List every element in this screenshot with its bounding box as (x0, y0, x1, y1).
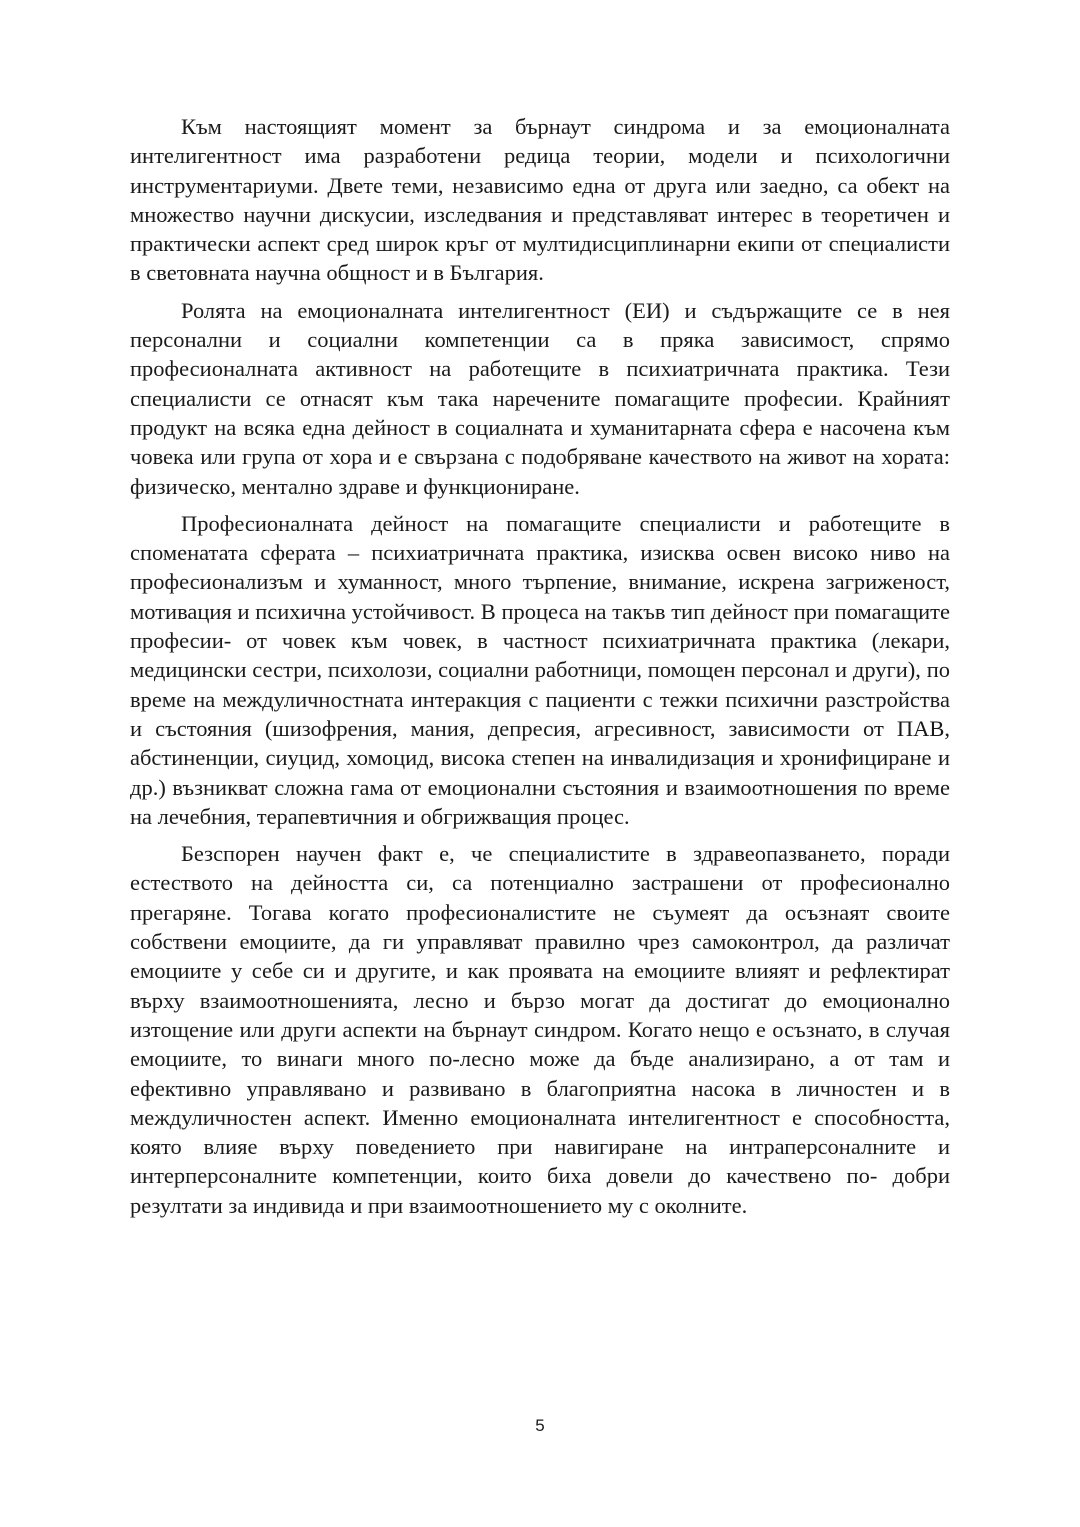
page-number: 5 (535, 1416, 545, 1435)
paragraph-4: Безспорен научен факт е, че специалистите в здравеопазването, поради естеството на дейността си, са потенциално застрашени от професионално прегаряне. Тогава когато професионалистите не съумеят да осъзнаят своите собствени емоциите, да ги управляват правилно чрез самоконтрол, да различат емоциите у себе си и другите, и как проявата на емоциите влияят и рефлектират върху взаимоотношенията, лесно и бързо могат да достигат до емоционално изтощение или други аспекти на бърнаут синдром. Когато нещо е осъзнато, в случая емоциите, то винаги много по-лесно може да бъде анализирано, а от там и ефективно управлявано и развивано в благоприятна насока в личностен и в междуличностен аспект. Именно емоционалната интелигентност е способността, която влияе върху поведението при навигиране на интраперсоналните и интерперсоналните компетенции, които биха довели до качествено по- добри резултати за индивида и при взаимоотношението му с околните. (130, 841, 950, 1218)
body-text (130, 112, 950, 1228)
paragraph-1: Към настоящият момент за бърнаут синдрома и за емоционалната интелигентност има разработени редица теории, модели и психологични инструментариуми. Двете теми, независимо една от друга или заедно, са обект на множество научни дискусии, изследвания и представляват интерес в теоретичен и практически аспект сред широк кръг от мултидисциплинарни екипи от специалисти в световната научна общност и в България. (130, 114, 950, 286)
paragraph-2: Ролята на емоционалната интелигентност (ЕИ) и съдържащите се в нея персонални и социални компетенции са в пряка зависимост, спрямо професионалната активност на работещите в психиатричната практика. Тези специалисти се отнасят към така наречените помагащите професии. Крайният продукт на всяка една дейност в социалната и хуманитарната сфера е насочена към човека или група от хора и е свързана с подобряване качеството на живот на хората: физическо, ментално здраве и функциониране. (130, 297, 950, 499)
paragraph-3: Професионалната дейност на помагащите специалисти и работещите в споменатата сферата – психиатричната практика, изисква освен високо ниво на професионализъм и хуманност, много търпение, внимание, искрена загриженост, мотивация и психична устойчивост. В процеса на такъв тип дейност при помагащите професии- от човек към човек, в частност психиатричната практика (лекари, медицински сестри, психолози, социални работници, помощен персонал и други), по време на междуличностната интеракция с пациенти с тежки психични разстройства и състояния (шизофрения, мания, депресия, агресивност, зависимости от ПАВ, абстиненции, сиуцид, хомоцид, висока степен на инвалидизация и хронифициране и др.) възникват сложна гама от емоционални състояния и взаимоотношения по време на лечебния, терапевтичния и обгрижващия процес. (130, 510, 950, 829)
